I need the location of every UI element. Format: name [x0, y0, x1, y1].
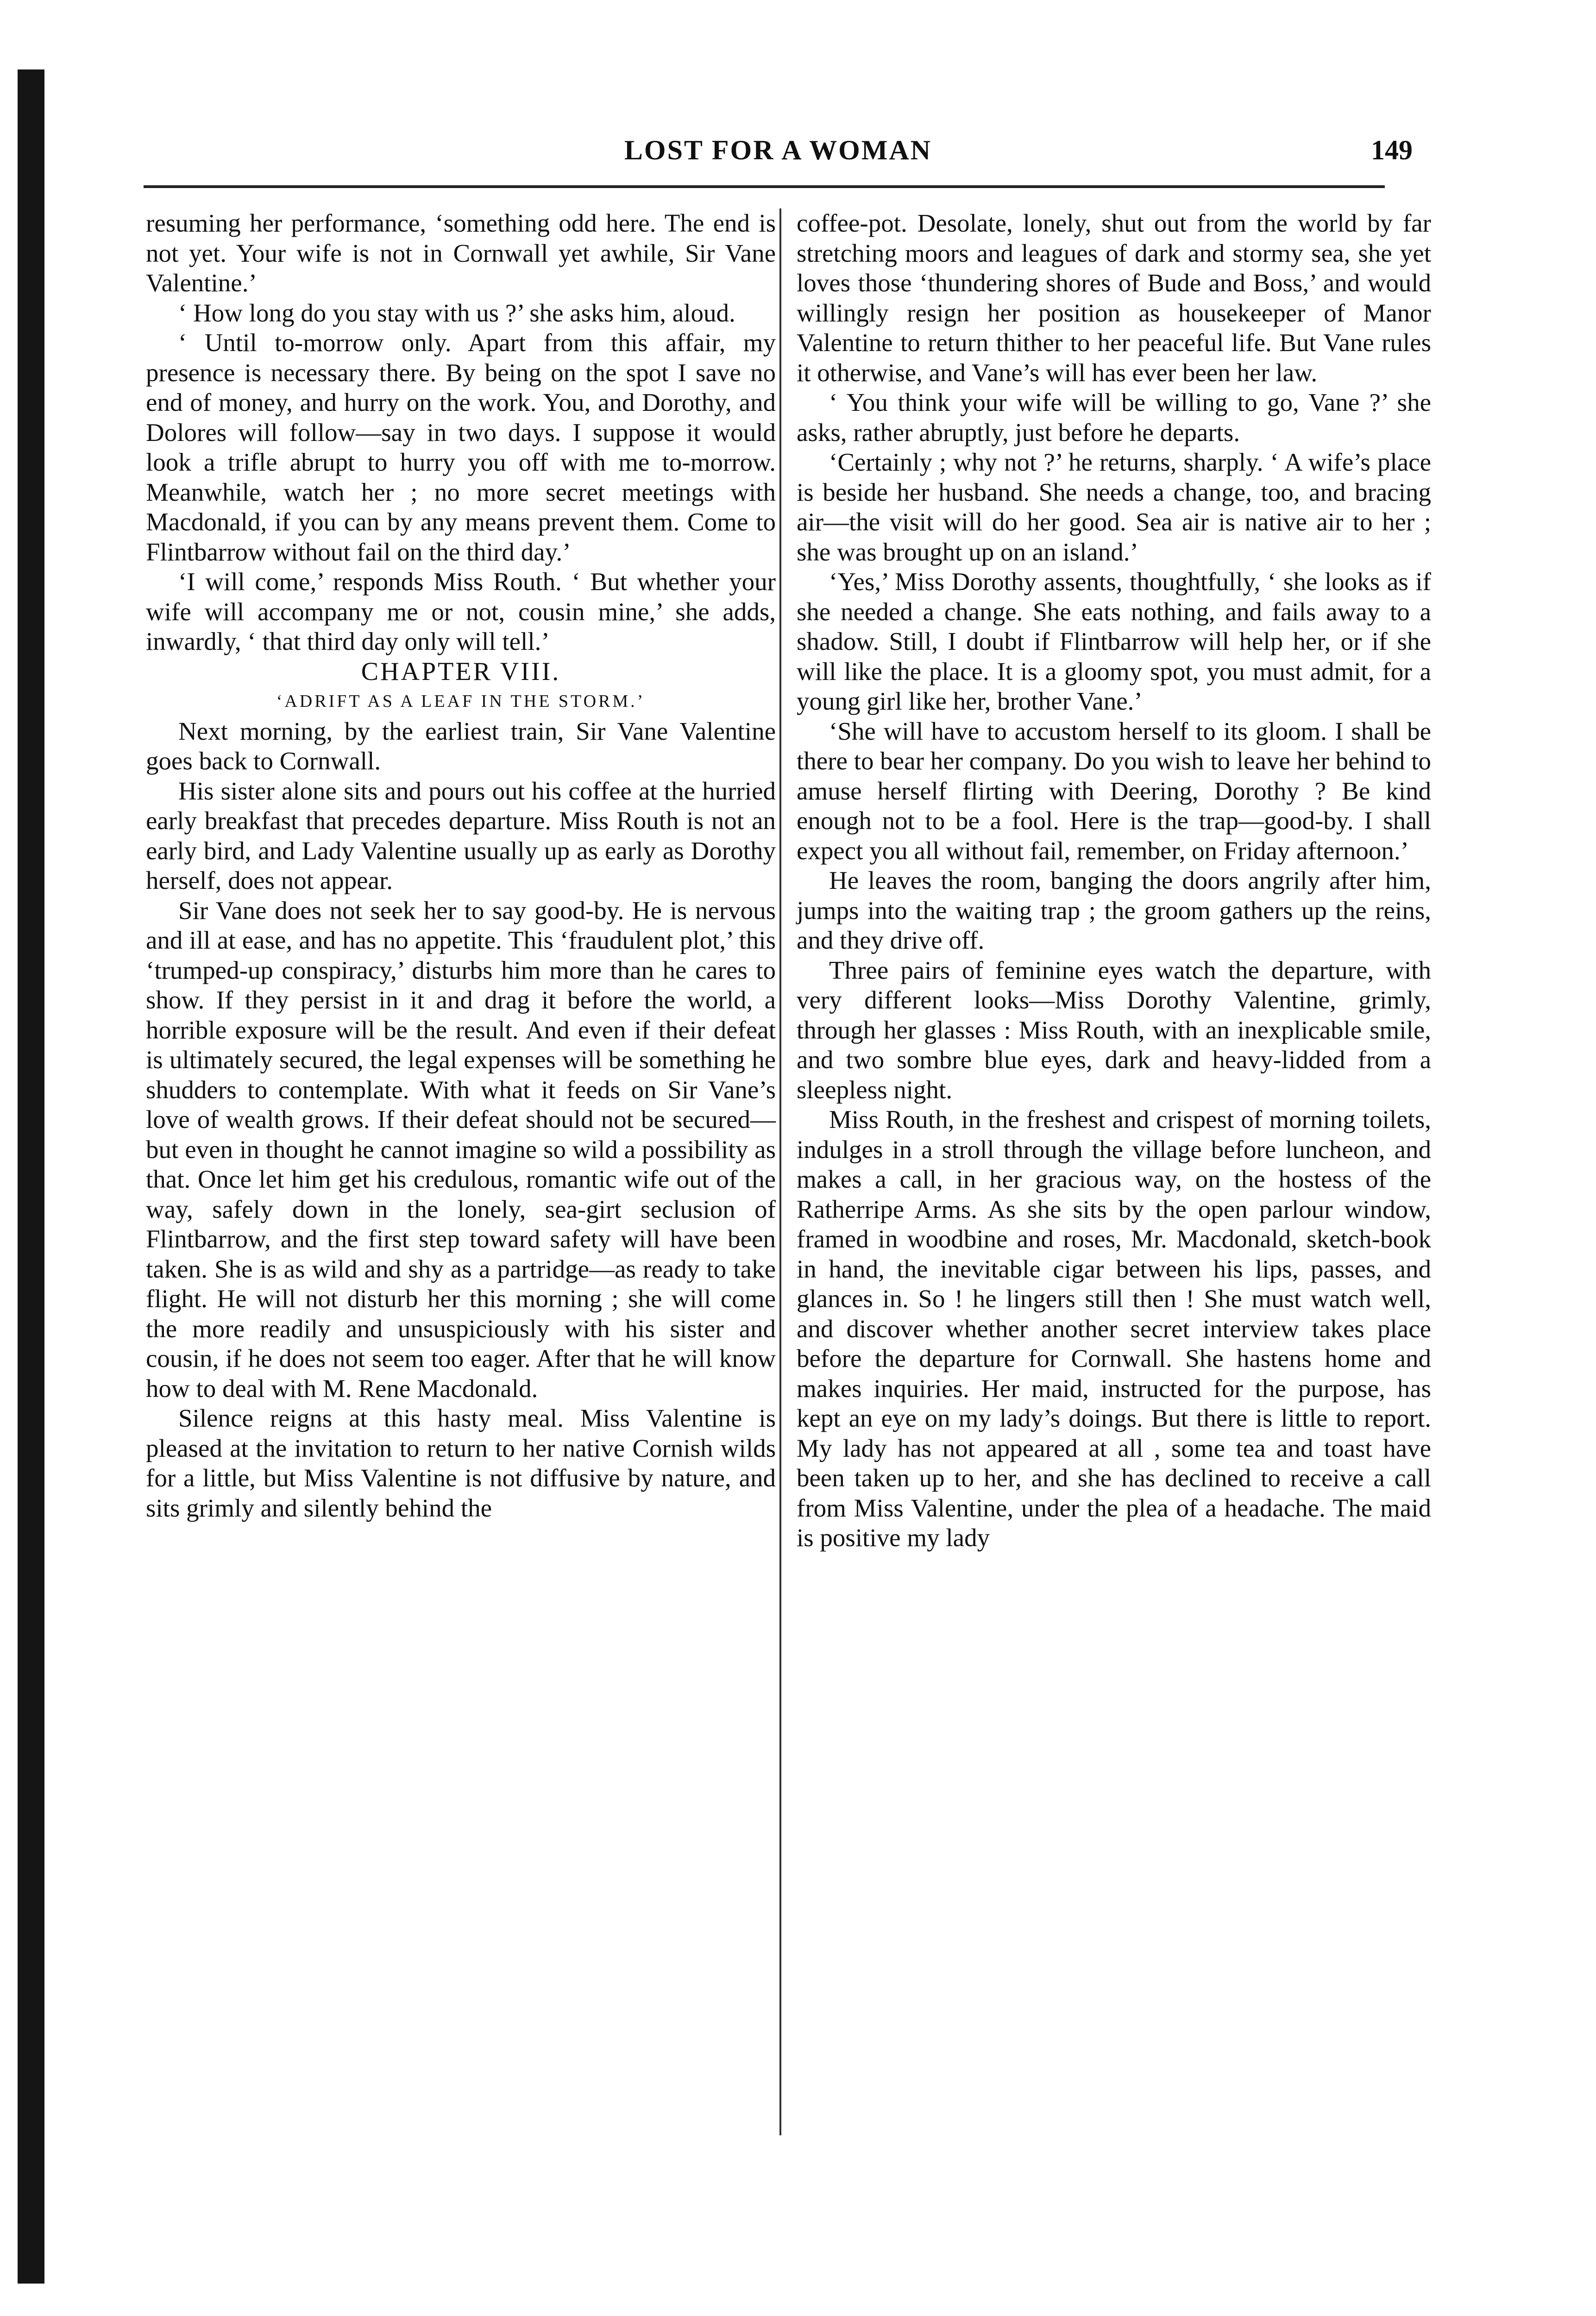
paragraph: Next morning, by the earliest train, Sir Vane Valentine goes back to Cornwall.	[146, 717, 776, 775]
left-column	[146, 208, 776, 1523]
running-title: LOST FOR A WOMAN	[624, 135, 932, 165]
binding-edge	[18, 69, 44, 2284]
paragraph: ‘ Until to-morrow only. Apart from this affair, my presence is necessary there. By being on the spot I save no end of money, and hurry on the work. You, and Dorothy, and Dolores will follow—say in two days. I suppose it would look a trifle abrupt to hurry you off with me to-morrow. Meanwhile, watch her ; no more secret meetings with Macdonald, if you can by any means prevent them. Come to Flintbarrow without fail on the third day.’	[146, 328, 776, 566]
paragraph: Three pairs of feminine eyes watch the departure, with very different looks—Miss Dorothy Valentine, grimly, through her glasses : Miss Routh, with an inexplicable smile, and two sombre blue eyes, dark and heavy-lidded from a sleepless night.	[797, 956, 1431, 1104]
paragraph: resuming her performance, ‘something odd here. The end is not yet. Your wife is not in Cornwall yet awhile, Sir Vane Valentine.’	[146, 209, 776, 297]
paragraph: ‘Certainly ; why not ?’ he returns, sharply. ‘ A wife’s place is beside her husband. She needs a change, too, and bracing air—the visit will do her good. Sea air is native air to her ; she was brought up on an island.’	[797, 448, 1431, 566]
paragraph: Silence reigns at this hasty meal. Miss Valentine is pleased at the invitation to return to her native Cornish wilds for a little, but Miss Valentine is not diffusive by nature, and sits grimly and silently behind the	[146, 1404, 776, 1522]
paragraph: Miss Routh, in the freshest and crispest of morning toilets, indulges in a stroll through the village before luncheon, and makes a call, in her gracious way, on the hostess of the Ratherripe Arms. As she sits by the open parlour window, framed in woodbine and roses, Mr. Macdonald, sketch-book in hand, the inevitable cigar between his lips, passes, and glances in. So ! he lingers still then ! She must watch well, and discover whether another secret interview takes place before the departure for Cornwall. She hastens home and makes inquiries. Her maid, instructed for the purpose, has kept an eye on my lady’s doings. But there is little to report. My lady has not appeared at all , some tea and toast have been taken up to her, and she has declined to receive a call from Miss Valentine, under the plea of a headache. The maid is positive my lady	[797, 1105, 1431, 1552]
running-head	[144, 125, 1413, 176]
paragraph: His sister alone sits and pours out his coffee at the hurried early breakfast that precedes departure. Miss Routh is not an early bird, and Lady Valentine usually up as early as Dorothy herself, does not appear.	[146, 776, 776, 894]
paragraph: He leaves the room, banging the doors angrily after him, jumps into the waiting trap ; the groom gathers up the reins, and they drive off.	[797, 866, 1431, 954]
column-divider	[779, 208, 781, 2135]
paragraph: ‘ How long do you stay with us ?’ she asks him, aloud.	[178, 298, 735, 327]
chapter-heading: CHAPTER VIII.	[361, 657, 561, 686]
paragraph: ‘She will have to accustom herself to its gloom. I shall be there to bear her company. Do you wish to leave her behind to amuse herself flirting with Deering, Dorothy ? Be kind enough not to be a fool. Here is the trap—good-by. I shall expect you all without fail, remember, on Friday afternoon.’	[797, 717, 1431, 865]
chapter-subtitle: ‘ADRIFT AS A LEAF IN THE STORM.’	[276, 692, 646, 711]
paragraph: ‘I will come,’ responds Miss Routh. ‘ But whether your wife will accompany me or not, cousin mine,’ she adds, inwardly, ‘ that third day only will tell.’	[146, 567, 776, 655]
paragraph: ‘ You think your wife will be willing to go, Vane ?’ she asks, rather abruptly, just before he departs.	[797, 388, 1431, 447]
right-column	[797, 208, 1431, 1553]
header-rule	[144, 185, 1385, 188]
paragraph: Sir Vane does not seek her to say good-by. He is nervous and ill at ease, and has no appetite. This ‘fraudulent plot,’ this ‘trumped-up conspiracy,’ disturbs him more than he cares to show. If they persist in it and drag it before the world, a horrible exposure will be the result. And even if their defeat is ultimately secured, the legal expenses will be something he shudders to contemplate. With what it feeds on Sir Vane’s love of wealth grows. If their defeat should not be secured—but even in thought he cannot imagine so wild a possibility as that. Once let him get his credulous, romantic wife out of the way, safely down in the lonely, sea-girt seclusion of Flintbarrow, and the first step toward safety will have been taken. She is as wild and shy as a partridge—as ready to take flight. He will not disturb her this morning ; she will come the more readily and unsuspiciously with his sister and cousin, if he does not seem too eager. After that he will know how to deal with M. Rene Macdonald.	[146, 896, 776, 1403]
paragraph: ‘Yes,’ Miss Dorothy assents, thoughtfully, ‘ she looks as if she needed a change. She eats nothing, and fails away to a shadow. Still, I doubt if Flintbarrow will help her, or if she will like the place. It is a gloomy spot, you must admit, for a young girl like her, brother Vane.’	[797, 567, 1431, 715]
page-number: 149	[1371, 135, 1413, 165]
paragraph: coffee-pot. Desolate, lonely, shut out from the world by far stretching moors and leagues of dark and stormy sea, she yet loves those ‘thundering shores of Bude and Boss,’ and would willingly resign her position as housekeeper of Manor Valentine to return thither to her peaceful life. But Vane rules it otherwise, and Vane’s will has ever been her law.	[797, 209, 1431, 387]
